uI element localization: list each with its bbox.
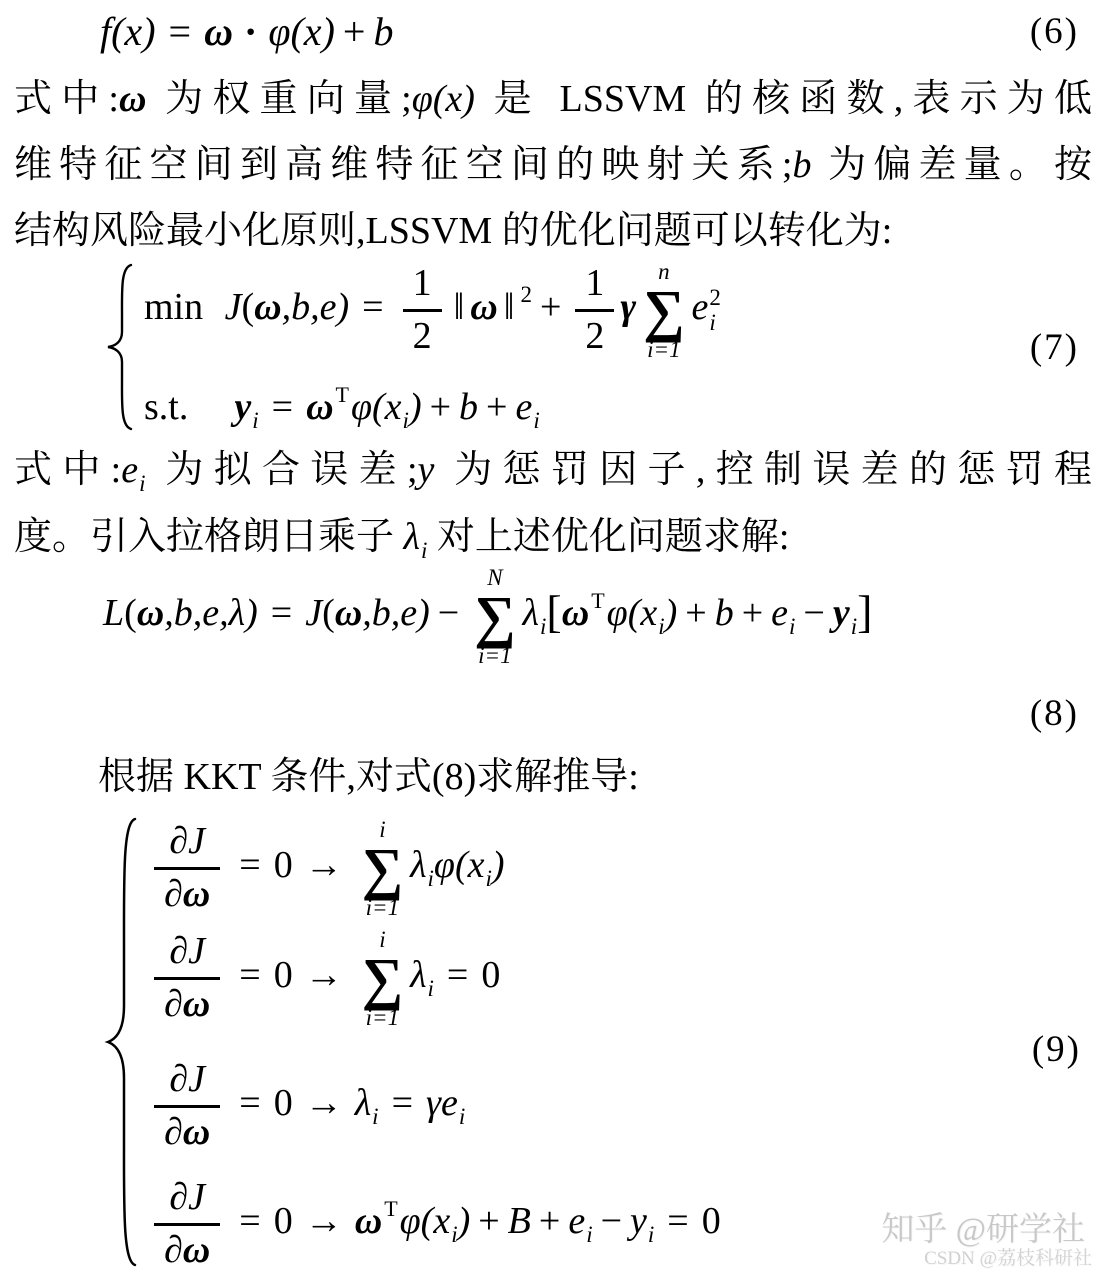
eq6-lhs: f(x) bbox=[100, 9, 156, 54]
gamma-symbol: γ bbox=[620, 286, 637, 329]
subscript: i bbox=[533, 408, 540, 433]
J-function: J bbox=[305, 592, 323, 635]
equation-8-body bbox=[103, 566, 872, 667]
equals-sign: = bbox=[239, 954, 261, 997]
equation-9-number: (9) bbox=[1031, 1029, 1081, 1070]
lambda-symbol: λ bbox=[410, 954, 427, 997]
sum-upper-limit: i bbox=[379, 927, 386, 952]
text-run: 为偏差量。按 bbox=[811, 144, 1092, 186]
numerator: 1 bbox=[412, 262, 432, 305]
minus-sign: − bbox=[600, 1199, 623, 1242]
csdn-watermark: CSDN @荔枝科研社 bbox=[924, 1248, 1092, 1269]
b-term: b bbox=[792, 144, 812, 186]
partial-symbol: ∂ bbox=[164, 873, 183, 916]
subscript: i bbox=[451, 1221, 458, 1247]
left-brace-icon bbox=[102, 816, 140, 1268]
args: ,b,e) bbox=[281, 286, 350, 329]
squared-exponent: 2 bbox=[520, 282, 532, 308]
denominator: 2 bbox=[403, 309, 442, 359]
plus-sign: + bbox=[741, 592, 764, 635]
sum-upper-limit: n bbox=[658, 259, 670, 284]
arrow-icon: → bbox=[304, 844, 343, 887]
equation-7-number: (7) bbox=[1029, 327, 1079, 368]
omega-symbol: ω bbox=[204, 9, 234, 54]
omega-symbol: ω bbox=[136, 592, 165, 635]
plus-sign: + bbox=[342, 9, 366, 54]
L-function: L bbox=[103, 592, 125, 635]
paragraph-2-line-1 bbox=[14, 445, 1092, 509]
zero: 0 bbox=[273, 954, 293, 997]
subscript: i bbox=[540, 614, 547, 640]
args: ,b,e) bbox=[362, 592, 430, 635]
subscript: i bbox=[485, 866, 492, 892]
numerator: ∂J bbox=[169, 1058, 205, 1100]
subscript: i bbox=[427, 866, 434, 892]
transpose-superscript: T bbox=[335, 382, 349, 407]
omega-symbol: ω bbox=[334, 592, 363, 635]
text-run: 对上述优化问题求解: bbox=[427, 516, 790, 558]
paren: ( bbox=[124, 592, 137, 635]
sigma-icon: ∑ bbox=[361, 946, 404, 1011]
summation bbox=[362, 818, 403, 919]
minus-sign: − bbox=[803, 592, 825, 635]
plus-sign: + bbox=[486, 386, 508, 428]
subscript: i bbox=[709, 309, 716, 335]
plus-sign: + bbox=[429, 386, 452, 428]
zero: 0 bbox=[273, 1081, 293, 1124]
omega-symbol: ω bbox=[182, 1228, 211, 1271]
kkt-sentence bbox=[98, 752, 639, 802]
equals-sign: = bbox=[168, 9, 192, 54]
subscript: i bbox=[658, 614, 665, 640]
equation-7-line-2 bbox=[144, 382, 540, 435]
bracket: [ bbox=[546, 586, 562, 638]
dot-operator: · bbox=[244, 9, 258, 54]
text-run: 式中: bbox=[14, 449, 122, 491]
equals-sign: = bbox=[391, 1081, 413, 1124]
denominator bbox=[154, 867, 220, 917]
fraction-one-half bbox=[403, 262, 442, 358]
y-term: y bbox=[417, 449, 435, 491]
sum-lower-limit: i=1 bbox=[365, 895, 400, 921]
e-term: e bbox=[568, 1199, 586, 1242]
summation bbox=[643, 260, 684, 361]
zero: 0 bbox=[481, 954, 501, 997]
partial-fraction bbox=[154, 1176, 220, 1272]
omega-symbol: ω bbox=[182, 1110, 211, 1153]
phi-term: φ(x bbox=[433, 844, 485, 887]
plus-sign: + bbox=[478, 1199, 500, 1242]
paren: ) bbox=[491, 844, 505, 887]
y-term: y bbox=[630, 1199, 647, 1242]
e-term: e bbox=[440, 1081, 458, 1124]
subscript: i bbox=[586, 1221, 593, 1247]
partial-symbol: ∂ bbox=[164, 1228, 183, 1271]
sigma-icon: ∑ bbox=[361, 836, 404, 901]
text-run: 根据 KKT 条件,对式(8)求解推导: bbox=[98, 756, 639, 798]
fraction-one-half bbox=[575, 262, 614, 358]
arrow-icon: → bbox=[304, 954, 343, 997]
equals-sign: = bbox=[446, 954, 469, 997]
sum-lower-limit: i=1 bbox=[478, 643, 512, 669]
sum-lower-limit: i=1 bbox=[647, 337, 681, 363]
partial-symbol: ∂ bbox=[164, 983, 183, 1026]
lambda-symbol: λ bbox=[522, 592, 540, 635]
equation-9-row-1 bbox=[148, 818, 505, 919]
paragraph-1-line-1 bbox=[14, 74, 1092, 124]
text-run: 度。引入拉格朗日乘子 bbox=[14, 516, 404, 558]
numerator: ∂J bbox=[169, 930, 205, 973]
plus-sign: + bbox=[539, 286, 562, 329]
omega-symbol: ω bbox=[306, 386, 334, 428]
partial-fraction bbox=[154, 930, 220, 1026]
denominator bbox=[154, 1223, 220, 1273]
subscript: i bbox=[420, 538, 428, 563]
omega-symbol: ω bbox=[561, 592, 590, 635]
text-run: 结构风险最小化原则,LSSVM 的优化问题可以转化为: bbox=[14, 210, 893, 252]
lambda-symbol: λ bbox=[403, 516, 420, 558]
J-function: J bbox=[224, 286, 242, 329]
text-run: 为拟合误差; bbox=[145, 449, 418, 491]
summation bbox=[362, 928, 403, 1029]
equation-6-body bbox=[100, 8, 393, 56]
arrow-icon: → bbox=[304, 1199, 343, 1242]
subscript: i bbox=[252, 408, 259, 433]
paren: ( bbox=[322, 592, 335, 635]
partial-symbol: ∂ bbox=[164, 1110, 183, 1153]
phi-term: φ(x bbox=[606, 592, 658, 635]
arrow-icon: → bbox=[304, 1081, 343, 1124]
args: ,b,e,λ) bbox=[164, 592, 258, 635]
numerator: 1 bbox=[585, 262, 605, 305]
numerator: ∂J bbox=[169, 820, 205, 863]
e-term: e bbox=[121, 449, 139, 491]
equals-sign: = bbox=[667, 1199, 689, 1242]
equals-sign: = bbox=[239, 844, 261, 887]
subscript: i bbox=[458, 1103, 466, 1129]
zhihu-watermark: 知乎 @研学社 bbox=[881, 1212, 1085, 1248]
omega-symbol: ω bbox=[254, 286, 282, 329]
paren: ) bbox=[408, 386, 422, 428]
b-term: b bbox=[373, 9, 394, 54]
equation-9-row-4 bbox=[148, 1176, 721, 1272]
plus-sign: + bbox=[538, 1199, 561, 1242]
equation-9-row-2 bbox=[148, 928, 500, 1029]
partial-fraction bbox=[154, 1058, 220, 1154]
omega-symbol: ω bbox=[118, 78, 147, 120]
paragraph-1-line-3 bbox=[14, 206, 1092, 256]
zero: 0 bbox=[701, 1199, 721, 1242]
e-term: e bbox=[515, 386, 533, 428]
subscript: i bbox=[427, 976, 434, 1002]
paren: ( bbox=[241, 286, 255, 329]
minus-sign: − bbox=[437, 592, 460, 635]
transpose-superscript: T bbox=[384, 1195, 398, 1221]
lambda-symbol: λ bbox=[354, 1081, 372, 1124]
sum-lower-limit: i=1 bbox=[365, 1005, 400, 1031]
e-term: e bbox=[771, 592, 789, 635]
denominator bbox=[154, 1105, 220, 1155]
omega-symbol: ω bbox=[182, 873, 211, 916]
sub-sup-stack bbox=[709, 286, 721, 334]
subscript: i bbox=[372, 1103, 379, 1129]
equation-6-number: (6) bbox=[1029, 11, 1079, 52]
subscript: i bbox=[139, 471, 146, 496]
omega-symbol: ω bbox=[182, 983, 211, 1026]
sum-upper-limit: N bbox=[487, 565, 503, 590]
paren: ) bbox=[664, 592, 678, 635]
phi-term: φ(x) bbox=[268, 9, 335, 54]
lambda-symbol: λ bbox=[410, 844, 427, 887]
bracket: ] bbox=[857, 586, 873, 638]
equals-sign: = bbox=[270, 592, 293, 635]
text-run: 维特征空间到高维特征空间的映射关系; bbox=[14, 144, 793, 186]
sigma-icon: ∑ bbox=[643, 278, 685, 343]
equals-sign: = bbox=[362, 286, 384, 329]
subscript: i bbox=[647, 1221, 655, 1247]
equation-8-number: (8) bbox=[1029, 693, 1079, 734]
text-run: 是 LSSVM 的核函数,表示为低 bbox=[474, 78, 1092, 120]
e-term: e bbox=[691, 286, 709, 329]
omega-symbol: ω bbox=[470, 286, 498, 329]
superscript: 2 bbox=[709, 285, 721, 311]
subscript: i bbox=[850, 614, 858, 640]
text-run: 式中: bbox=[14, 78, 119, 120]
B-term: B bbox=[507, 1199, 531, 1242]
phi-term: φ(x) bbox=[411, 78, 475, 120]
sigma-icon: ∑ bbox=[474, 584, 516, 649]
partial-fraction bbox=[154, 820, 220, 916]
text-run: 为权重向量; bbox=[146, 78, 412, 120]
subject-to-label: s.t. bbox=[144, 386, 189, 428]
gamma-symbol: γ bbox=[426, 1081, 441, 1124]
paren: ) bbox=[457, 1199, 471, 1242]
subscript: i bbox=[789, 614, 796, 640]
paragraph-1-line-2 bbox=[14, 140, 1092, 190]
denominator bbox=[154, 977, 220, 1027]
min-operator: min bbox=[144, 286, 204, 329]
denominator: 2 bbox=[575, 309, 614, 359]
equation-7-line-1 bbox=[144, 260, 721, 361]
numerator: ∂J bbox=[169, 1176, 205, 1218]
equals-sign: = bbox=[239, 1199, 261, 1242]
b-term: b bbox=[459, 386, 479, 428]
y-term: y bbox=[234, 386, 252, 428]
equals-sign: = bbox=[271, 386, 294, 428]
transpose-superscript: T bbox=[591, 588, 605, 614]
equals-sign: = bbox=[239, 1081, 261, 1124]
subscript: i bbox=[402, 408, 409, 433]
phi-term: φ(x bbox=[399, 1199, 451, 1242]
plus-sign: + bbox=[685, 592, 707, 635]
omega-symbol: ω bbox=[354, 1199, 383, 1242]
equation-9-row-3 bbox=[148, 1058, 465, 1154]
text-run: 为惩罚因子,控制误差的惩罚程 bbox=[434, 449, 1092, 491]
norm-bar: ‖ bbox=[503, 286, 515, 329]
zero: 0 bbox=[273, 844, 293, 887]
sum-upper-limit: i bbox=[379, 817, 386, 842]
left-brace-icon bbox=[102, 262, 136, 432]
norm-bar: ‖ bbox=[453, 286, 465, 329]
y-term: y bbox=[832, 592, 850, 635]
zero: 0 bbox=[273, 1199, 293, 1242]
phi-term: φ(x bbox=[351, 386, 402, 428]
summation bbox=[474, 566, 515, 667]
b-term: b bbox=[714, 592, 734, 635]
